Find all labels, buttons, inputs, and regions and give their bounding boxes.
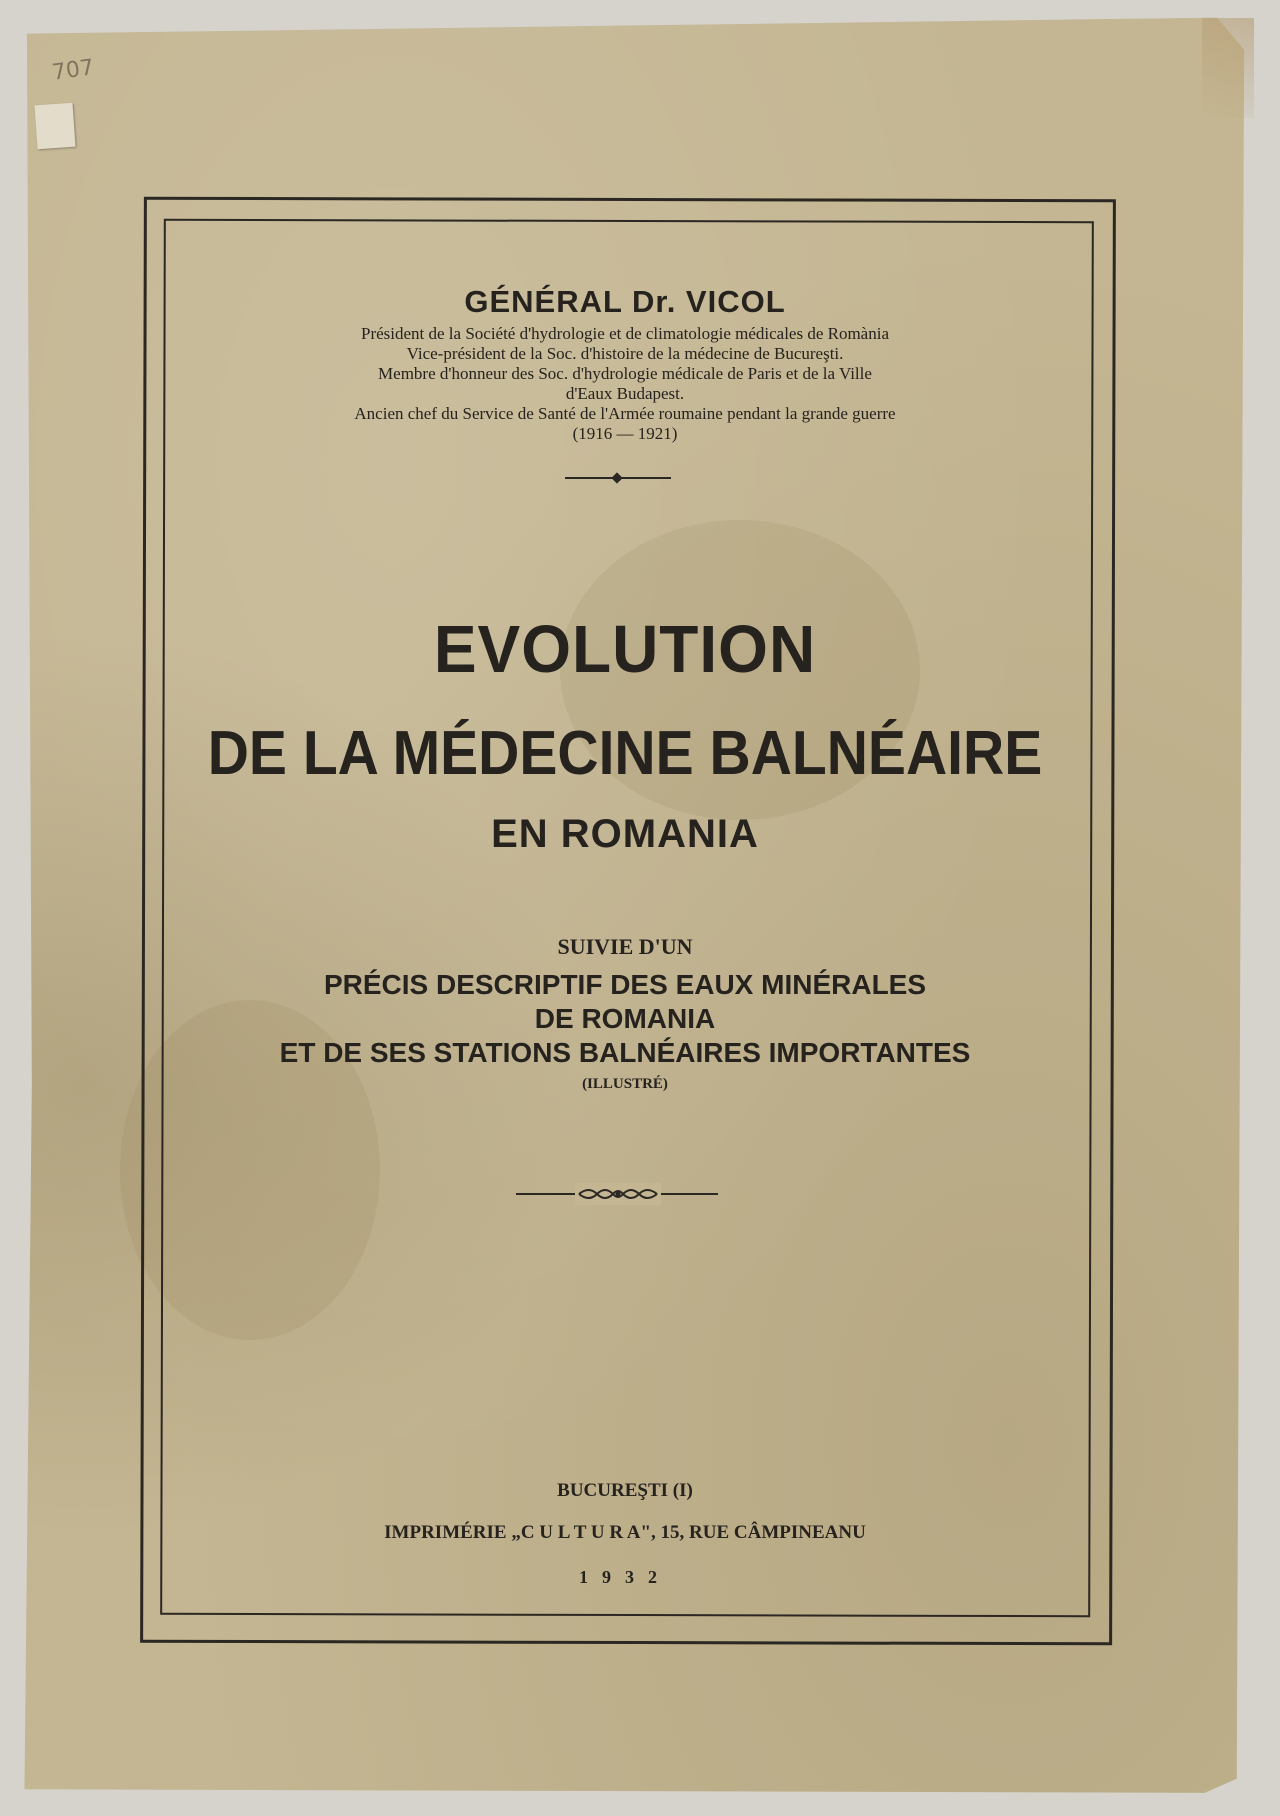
decorative-rule [565, 477, 671, 479]
torn-corner [1202, 18, 1254, 118]
credential-line: d'Eaux Budapest. [565, 384, 685, 403]
subtitle-line: PRÉCIS DESCRIPTIF DES EAUX MINÉRALES [323, 969, 927, 1000]
subtitle-lines [162, 968, 1088, 1070]
author-name: GÉNÉRAL Dr. VICOL [464, 284, 786, 319]
paper-fragment [35, 103, 76, 150]
credential-line: Ancien chef du Service de Santé de l'Armée roumaine pendant la grande guerre [354, 404, 896, 423]
credential-line: Vice-président de la Soc. d'histoire de la médecine de Bucureşti. [406, 344, 844, 363]
subtitle-note: (ILLUSTRÉ) [582, 1076, 668, 1092]
imprint-city: BUCUREŞTI (I) [557, 1480, 693, 1501]
credential-line: Membre d'honneur des Soc. d'hydrologie médicale de Paris et de la Ville [378, 364, 872, 383]
ornament-icon [575, 1183, 661, 1205]
title-line-1: EVOLUTION [433, 611, 817, 687]
title-line-2: DE LA MÉDECINE BALNÉAIRE [207, 719, 1043, 788]
subtitle-intro: SUIVIE D'UN [557, 934, 693, 959]
handwritten-note: 707 [50, 55, 96, 86]
author-credentials [162, 324, 1088, 444]
credential-line: (1916 — 1921) [572, 424, 678, 443]
subtitle-line: DE ROMANIA [534, 1003, 716, 1034]
credential-line: Président de la Société d'hydrologie et de climatologie médicales de Romània [360, 324, 889, 343]
imprint-printer: IMPRIMÉRIE „C U L T U R A", 15, RUE CÂMPINEANU [384, 1522, 866, 1543]
title-line-3: EN ROMANIA [491, 812, 759, 856]
subtitle-line: ET DE SES STATIONS BALNÉAIRES IMPORTANTES [279, 1037, 971, 1068]
imprint-year: 1932 [579, 1567, 671, 1587]
